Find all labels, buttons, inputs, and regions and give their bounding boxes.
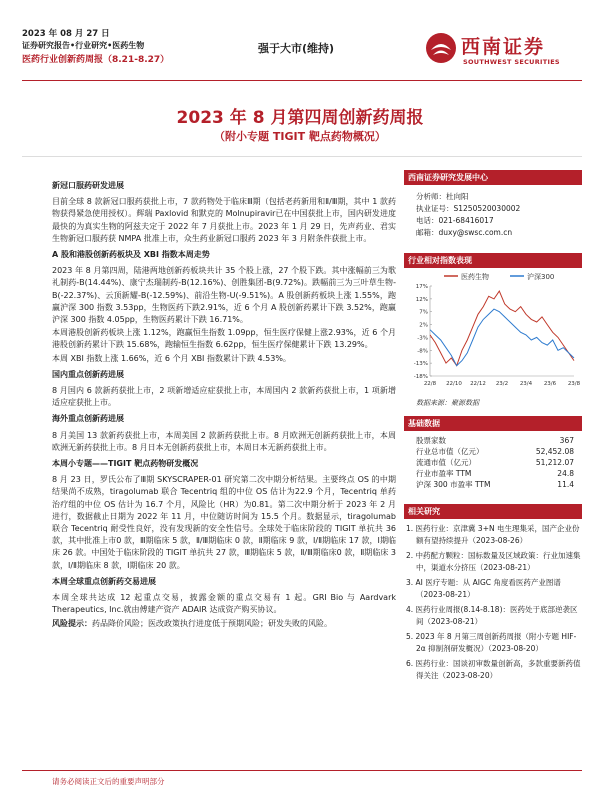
legend-label: 医药生物 [461, 273, 489, 281]
title-divider [22, 156, 582, 157]
page-title: 2023 年 8 月第四周创新药周报 [176, 108, 424, 128]
related-item[interactable]: 6. 医药行业：国谈初审数量创新高，多款重要新药值得关注（2023-08-20） [406, 659, 581, 680]
basic-data-row [404, 479, 582, 490]
performance-header: 行业相对指数表现 [404, 253, 582, 268]
rating: 强于大市(维持) [258, 42, 335, 55]
footer-disclaimer: 请务必阅读正文后的重要声明部分 [52, 777, 165, 786]
logo-text-cn: 西南证券 [461, 36, 546, 58]
risk-label: 风险提示： [52, 618, 92, 628]
section-title: 本周小专题——TIGIT 靶点药物研发概况 [52, 459, 199, 469]
related-list [404, 523, 582, 682]
header-meta [22, 28, 169, 66]
basic-data-row [404, 468, 582, 479]
basic-data-value: 24.8 [557, 469, 574, 478]
logo [425, 28, 590, 72]
risk-note [52, 618, 396, 630]
y-tick-label: -18% [413, 374, 428, 380]
x-tick-label: 23/2 [495, 381, 509, 387]
analyst-phone: 电话：021-68416017 [416, 216, 494, 225]
series-line-pharma [430, 291, 574, 366]
chart-svg [404, 268, 582, 396]
related-item[interactable]: 1. 医药行业：京津冀 3+N 电生理集采，国产企业份额有望持续提升（2023-08-26） [406, 524, 580, 545]
basic-data-label: 行业总市值（亿元） [416, 447, 484, 456]
basic-data-row [404, 435, 582, 446]
basic-data-value: 367 [559, 436, 574, 445]
legend-label: 沪深300 [527, 273, 555, 281]
summary-body [52, 180, 396, 631]
basic-data-label: 行业市盈率 TTM [416, 469, 472, 478]
basic-data-section [404, 416, 582, 490]
paragraph: 本周港股创新药板块上涨 1.12%，跑赢恒生指数 1.09pp，恒生医疗保健上涨2.93%，近 6 个月港股创新药累计下跌 15.68%，跑输恒生指数 6.62pp，恒生医疗保健累计下跌 13.29%。 [52, 328, 396, 350]
basic-data-label: 流通市值（亿元） [416, 458, 476, 467]
series-line-csi300 [430, 309, 574, 366]
basic-data-header: 基础数据 [404, 416, 582, 431]
section-title: A 股和港股创新药板块及 XBI 指数本周走势 [52, 250, 210, 260]
related-item[interactable]: 5. 2023 年 8 月第三周创新药周报（附小专题 HIF-2α 抑制剂研发概况）（2023-08-20） [406, 632, 577, 653]
basic-data-table [404, 435, 582, 490]
logo-icon [425, 32, 457, 64]
y-tick-label: 12% [415, 296, 428, 303]
paragraph: 8 月国内 6 款新药获批上市，2 项新增适应症获批上市，本周国内 2 款新药获批上市，1 项新增适应症获批上市。 [52, 386, 396, 408]
paragraph: 2023 年 8 月第四周，陆港两地创新药板块共计 35 个股上涨，27 个股下跌。其中涨幅前三为歌礼制药-B(14.44%)、康宁杰瑞制药-B(12.16%)、创胜集团-B(9.72%)。跌幅前三为三叶草生物-B(-22.37%)、云顶新耀-B(-12.59%)、前沿生物-U(-9.51%)。A 股创新药板块上涨 1.55%，跑赢沪深 300 指数 3.53pp，生物医药下跌2.91%，近 6 个月 A 股创新药累计下跌 3.52%，跑赢沪深 300 指数 4.05pp，生物医药累计下跌 16.71%。 [52, 266, 396, 325]
section-title: 国内重点创新药进展 [52, 369, 124, 379]
x-tick-label: 23/6 [543, 381, 557, 387]
header-divider [22, 80, 582, 81]
analyst-email[interactable]: 邮箱：duxy@swsc.com.cn [416, 228, 513, 237]
analyst-info [416, 191, 582, 239]
analyst-name: 分析师：杜向阳 [416, 192, 469, 201]
x-tick-label: 22/12 [470, 381, 486, 387]
y-tick-label: 2% [419, 322, 428, 329]
performance-chart [404, 268, 582, 396]
y-tick-label: -13% [413, 361, 428, 368]
paragraph: 8 月美国 13 款新药获批上市，本周美国 2 款新药获批上市。8 月欧洲无创新药获批上市，本周欧洲无新药获批上市。8 月日本无创新药获批上市，本周日本无新药获批上市。 [52, 430, 396, 452]
analyst-header: 西南证券研究发展中心 [404, 170, 582, 185]
sidebar [404, 170, 582, 685]
logo-text-en: SOUTHWEST SECURITIES [463, 58, 560, 66]
y-tick-label: 17% [415, 284, 428, 290]
section-title: 本周全球重点创新药交易进展 [52, 576, 156, 586]
x-tick-label: 22/8 [423, 381, 437, 387]
basic-data-value: 11.4 [557, 480, 574, 489]
paragraph: 本周全球共达成 12 起重点交易，披露金额的重点交易有 1 起。GRI Bio 与 Aardvark Therapeutics, Inc.就由傅建产资产 ADAIR 达成资产购买协议。 [52, 593, 396, 615]
risk-text: 药品降价风险；医改政策执行进度低于预期风险；研发失败的风险。 [92, 618, 332, 628]
report-type: 证券研究报告•行业研究•医药生物 [22, 41, 145, 50]
related-item[interactable]: 4. 医药行业周报(8.14-8.18)：医药处于底部逆袭区间（2023-08-21） [406, 605, 578, 626]
related-item[interactable]: 3. AI 医疗专题：从 AIGC 角度看医药产业图谱（2023-08-21） [406, 578, 561, 599]
paragraph: 目前全球 8 款新冠口服药获批上市，7 款药物处于临床Ⅲ期（包括老药新用和Ⅱ/Ⅲ期，其中 1 款药物获得紧急使用授权）。辉瑞 Paxlovid 和默克的 Molnupiravir已在中国获批上市，国内研发进度最快的为真实生物的阿兹夫定于 2022 年 7 月获批上市。2023 年 1 月 29 日，先声药业、君实生物新冠口服药获 NMPA 批准上市，众生药业新冠口服药 2023 年 3 月附条件获批上市。 [52, 197, 396, 243]
chart-source: 数据来源：聚源数据 [416, 399, 479, 407]
related-item[interactable]: 2. 中药配方颗粒：国标数量及区域政策：行业加速集中，渠道水分挤压（2023-08-21） [406, 551, 581, 572]
x-tick-label: 22/10 [446, 381, 462, 387]
x-tick-label: 23/4 [519, 381, 533, 387]
report-series-title: 医药行业创新药周报（8.21-8.27） [22, 55, 170, 65]
basic-data-row [404, 446, 582, 457]
performance-section [404, 253, 582, 408]
paragraph: 8 月 23 日，罗氏公布了Ⅲ期 SKYSCRAPER-01 研究第二次中期分析结果。主要终点 OS 的中期结果尚不成熟，tiragolumab 联合 Tecentriq 组的中位 OS 估计为22.9 个月，Tecentriq 单药治疗组的中位 OS 估计为 16.7 个月，风险比（HR）为0.81。第二次中期分析于 2023 年 2 月进行，数据截止日期为 2022 年 11 月，中位随访时间为 15.5 个月。数据显示，tiragolumab 联合 Tecentriq 耐受性良好，没有发现新的安全性信号。全球处于临床阶段的 TIGIT 单抗共 36 款，其中批准上市0 款，Ⅲ期临床 5 款，Ⅱ/Ⅲ期临床 0 款，Ⅱ期临床 9 款，Ⅰ/Ⅱ期临床 17 款，Ⅰ期临床 26 款。中国处于临床阶段的 TIGIT 单抗共 27 款，Ⅲ期临床 5 款，Ⅱ/Ⅲ期临床0 款，Ⅱ期临床 3 款，Ⅰ/Ⅱ期临床 8 款，Ⅰ期临床 20 款。 [52, 475, 396, 570]
basic-data-value: 52,452.08 [535, 447, 574, 456]
x-tick-label: 23/8 [567, 381, 581, 387]
report-date: 2023 年 08 月 27 日 [22, 29, 110, 39]
basic-data-value: 51,212.07 [535, 458, 574, 467]
basic-data-label: 沪深 300 市盈率 TTM [416, 480, 491, 489]
y-tick-label: -3% [417, 335, 428, 342]
page-subtitle: （附小专题 TIGIT 靶点药物概况） [214, 130, 386, 143]
analyst-cert: 执业证号：S1250520030002 [416, 204, 521, 213]
y-tick-label: -8% [417, 348, 428, 355]
related-header: 相关研究 [404, 504, 582, 519]
section-title: 新冠口服药研发进展 [52, 181, 124, 190]
section-title: 海外重点创新药进展 [52, 414, 124, 424]
paragraph: 本周 XBI 指数上涨 1.66%，近 6 个月 XBI 指数累计下跌 4.53%。 [52, 353, 291, 363]
basic-data-label: 股票家数 [416, 436, 446, 445]
related-section [404, 504, 582, 682]
footer-divider [22, 770, 582, 771]
y-tick-label: 7% [419, 309, 428, 316]
basic-data-row [404, 457, 582, 468]
